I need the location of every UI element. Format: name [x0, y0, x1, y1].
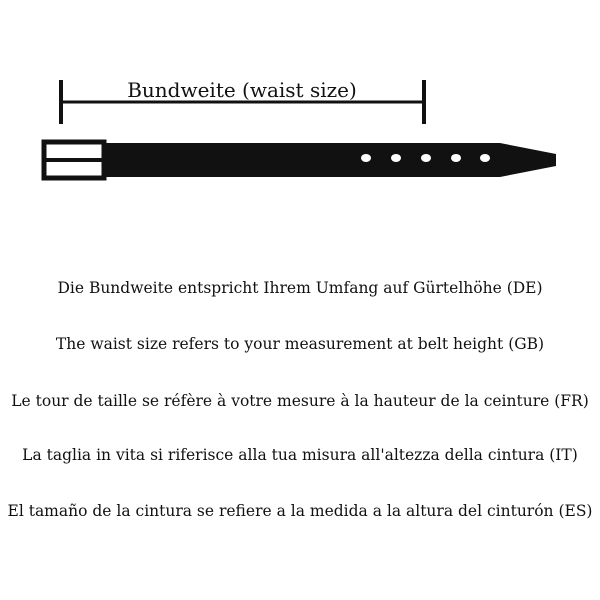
belt-hole	[421, 154, 431, 162]
belt	[44, 142, 556, 178]
measurement-bracket	[61, 78, 424, 124]
belt-hole	[480, 154, 490, 162]
waist-size-label: Bundweite (waist size)	[127, 78, 357, 102]
belt-hole	[451, 154, 461, 162]
caption-de: Die Bundweite entspricht Ihrem Umfang auf Gürtelhöhe (DE)	[57, 279, 543, 297]
caption-fr: Le tour de taille se réfère à votre mesure à la hauteur de la ceinture (FR)	[11, 392, 589, 410]
belt-hole	[361, 154, 371, 162]
caption-it: La taglia in vita si riferisce alla tua misura all'altezza della cintura (IT)	[22, 446, 578, 464]
caption-gb: The waist size refers to your measurement at belt height (GB)	[55, 335, 545, 353]
belt-hole	[391, 154, 401, 162]
belt-diagram	[0, 0, 600, 240]
caption-es: El tamaño de la cintura se refiere a la medida a la altura del cinturón (ES)	[7, 502, 593, 520]
